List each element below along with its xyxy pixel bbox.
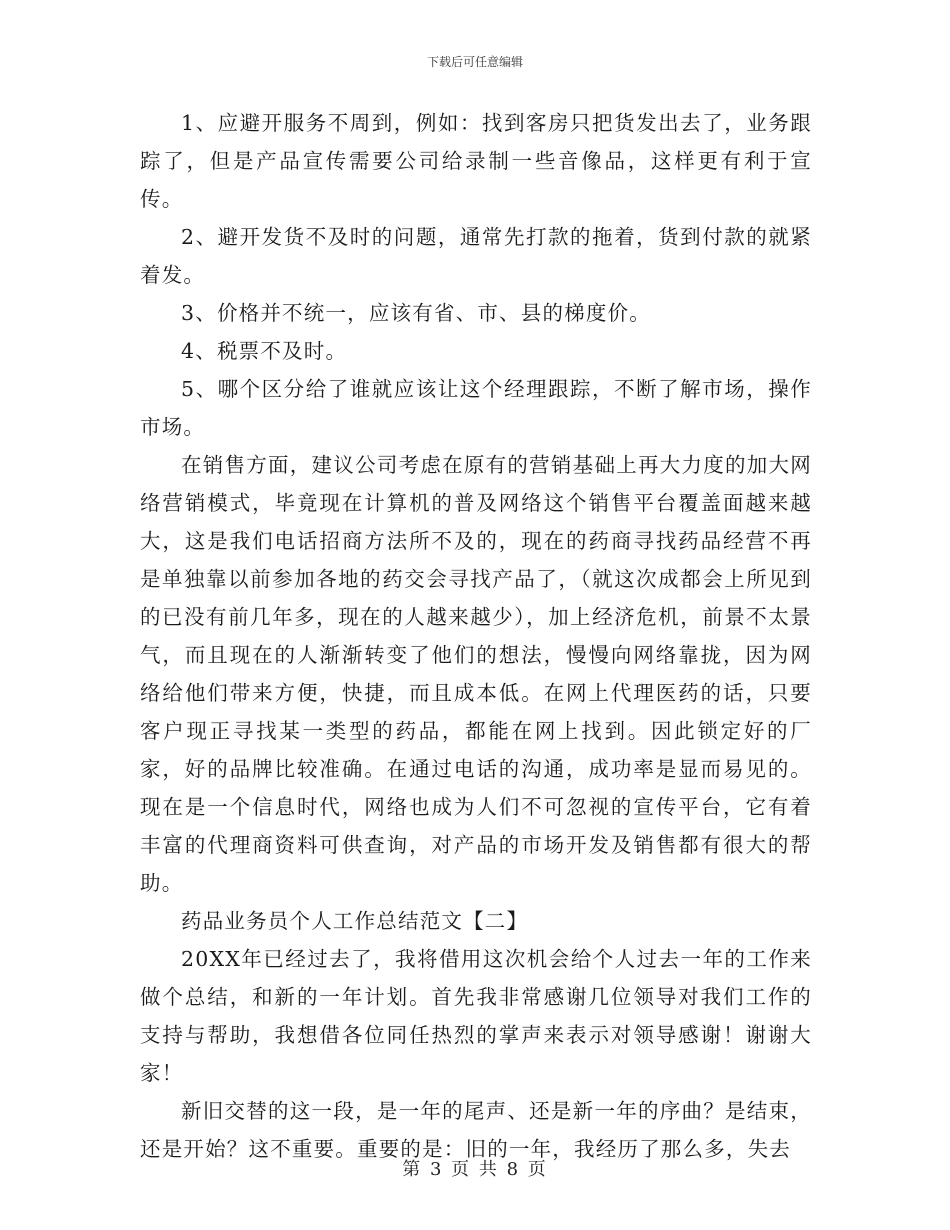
paragraph-item-5: 5、哪个区分给了谁就应该让这个经理跟踪，不断了解市场，操作市场。 [140, 377, 812, 439]
paragraph-item-2: 2、避开发货不及时的问题，通常先打款的拖着，货到付款的就紧着发。 [140, 225, 812, 287]
document-body [140, 104, 812, 1168]
paragraph-sales-advice: 在销售方面，建议公司考虑在原有的营销基础上再大力度的加大网络营销模式，毕竟现在计算机的普及网络这个销售平台覆盖面越来越大，这是我们电话招商方法所不及的，现在的药商寻找药品经营不再是单独靠以前参加各地的药交会寻找产品了，（就这次成都会上所见到的已没有前几年多，现在的人越来越少），加上经济危机，前景不太景气，而且现在的人渐渐转变了他们的想法，慢慢向网络靠拢，因为网络给他们带来方便，快捷，而且成本低。在网上代理医药的话，只要客户现正寻找某一类型的药品，都能在网上找到。因此锁定好的厂家，好的品牌比较准确。在通过电话的沟通，成功率是显而易见的。现在是一个信息时代，网络也成为人们不可忽视的宣传平台，它有着丰富的代理商资料可供查询，对产品的市场开发及销售都有很大的帮助。 [140, 453, 812, 895]
paragraph-intro: 20XX年已经过去了，我将借用这次机会给个人过去一年的工作来做个总结，和新的一年计划。首先我非常感谢几位领导对我们工作的支持与帮助，我想借各位同任热烈的掌声来表示对领导感谢！谢谢大家！ [140, 947, 812, 1085]
section-heading: 药品业务员个人工作总结范文【二】 [181, 909, 529, 933]
paragraph-item-4: 4、税票不及时。 [181, 339, 348, 363]
paragraph-item-1: 1、应避开服务不周到，例如：找到客房只把货发出去了，业务跟踪了，但是产品宣传需要公司给录制一些音像品，这样更有利于宣传。 [140, 111, 812, 211]
paragraph-item-3: 3、价格并不统一，应该有省、市、县的梯度价。 [181, 301, 651, 325]
paragraph-transition: 新旧交替的这一段，是一年的尾声、还是新一年的序曲？是结束，还是开始？这不重要。重要的是：旧的一年，我经历了那么多，失去 [140, 1099, 812, 1161]
page-header: 下载后可任意编辑 [426, 55, 523, 69]
page-footer: 第 3 页 共 8 页 [402, 1159, 548, 1180]
